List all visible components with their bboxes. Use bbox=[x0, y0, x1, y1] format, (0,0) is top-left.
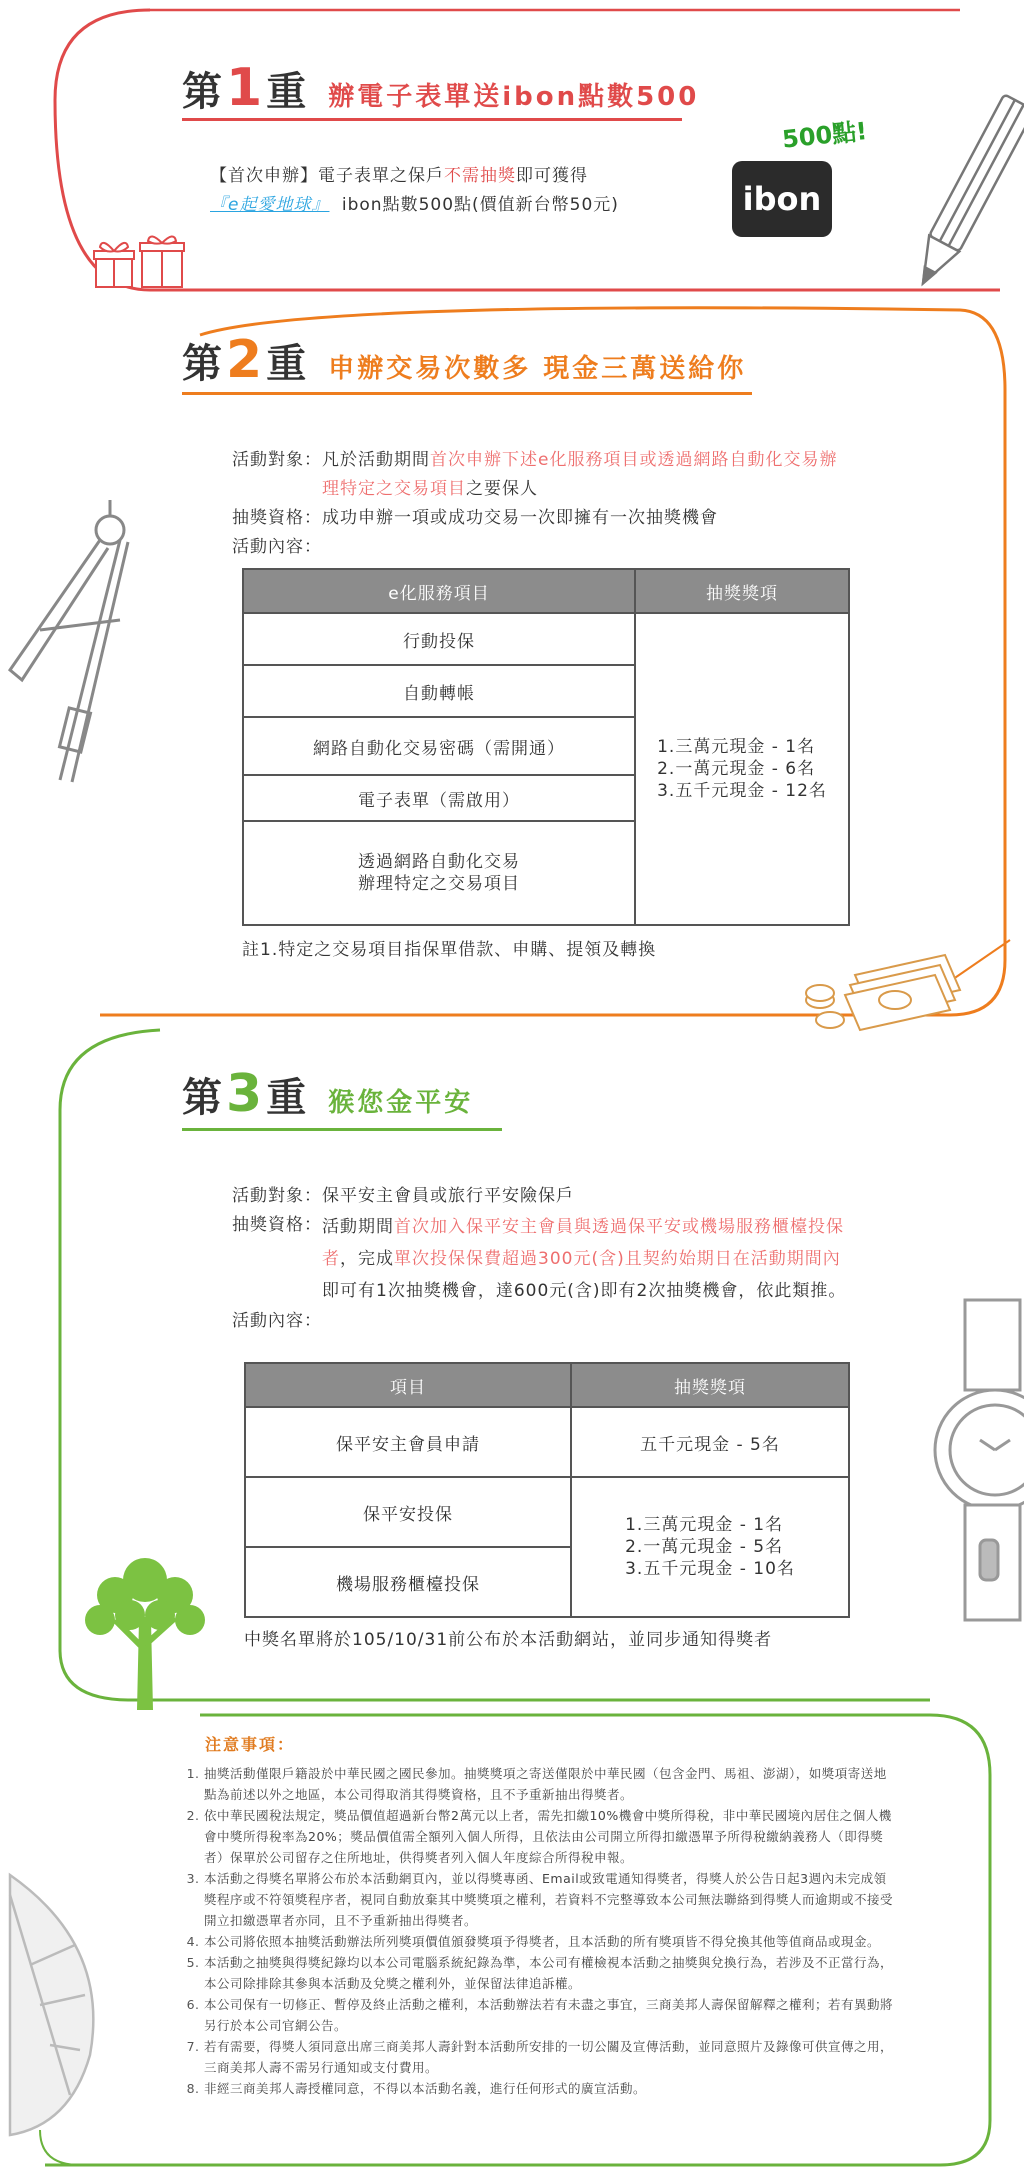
section1-heading bbox=[182, 58, 699, 118]
section2-target-text bbox=[322, 446, 852, 504]
list-item: 4. 本公司將依照本抽獎活動辦法所列獎項價值頒發獎項予得獎者，且本活動的所有獎項皆不得兌換其他等值商品或現金。 bbox=[204, 1931, 894, 1952]
section3-row1-prize: 五千元現金 - 5名 bbox=[571, 1407, 849, 1477]
section2-subtitle: 申辦交易次數多 現金三萬送給你 bbox=[328, 354, 747, 384]
section3-qual-a: 活動期間 bbox=[322, 1217, 394, 1237]
section2-table bbox=[242, 568, 850, 926]
ibon-points: 500點! bbox=[780, 117, 869, 154]
notes-list bbox=[182, 1763, 894, 2099]
section1-line2 bbox=[210, 191, 690, 220]
section3-number: 3 bbox=[226, 1064, 263, 1124]
section3-table bbox=[244, 1362, 850, 1618]
section2-underline bbox=[182, 392, 752, 395]
list-item: 3. 本活動之得獎名單將公布於本活動網頁內，並以得獎專函、Email或致電通知得獎者，得獎人於公告日起3週內未完成領獎程序或不符領獎程序者，視同自動放棄其中獎獎項之權利，若資料不完整導致本公司無法聯絡到得獎人而逾期或不接受開立扣繳憑單者亦同，且不予重新抽出得獎者。 bbox=[204, 1868, 894, 1931]
table-row: 電子表單（需啟用） bbox=[243, 775, 635, 821]
section2-heading bbox=[182, 330, 746, 390]
section1-body bbox=[210, 162, 690, 220]
ibon-logo bbox=[732, 161, 832, 237]
section1-suffix: 重 bbox=[266, 69, 307, 115]
list-item: 1. 抽獎活動僅限戶籍設於中華民國之國民參加。抽獎獎項之寄送僅限於中華民國（包含金門、馬祖、澎湖），如獎項寄送地點為前述以外之地區，本公司得取消其得獎資格，且不予重新抽出得獎者。 bbox=[204, 1763, 894, 1805]
compass-icon bbox=[0, 470, 170, 790]
table-row: 保平安投保 bbox=[245, 1477, 571, 1547]
section2-prize-2: 2.一萬元現金 - 6名 bbox=[657, 759, 816, 779]
section2-prefix: 第 bbox=[182, 341, 222, 387]
section3-prize-3: 3.五千元現金 - 10名 bbox=[625, 1559, 795, 1579]
list-item: 6. 本公司保有一切修正、暫停及終止活動之權利，本活動辦法若有未盡之事宜，三商美邦人壽保留解釋之權利；若有異動將另行於本公司官網公告。 bbox=[204, 1994, 894, 2036]
section2-col-prizes: 抽獎獎項 bbox=[635, 569, 849, 613]
section3-target-text: 保平安主會員或旅行平安險保戶 bbox=[322, 1186, 574, 1206]
section3-target-label: 活動對象： bbox=[232, 1186, 322, 1206]
section2-content-label: 活動內容： bbox=[232, 537, 322, 557]
section1-prefix: 第 bbox=[182, 69, 222, 115]
list-item: 8. 非經三商美邦人壽授權同意，不得以本活動名義，進行任何形式的廣宣活動。 bbox=[204, 2078, 894, 2099]
section3-content-label: 活動內容： bbox=[232, 1311, 322, 1331]
section1-line1 bbox=[210, 162, 690, 191]
section1-subtitle: 辦電子表單送ibon點數500 bbox=[328, 82, 700, 112]
section3-qual-e: 即可有1次抽獎機會，達600元(含)即有2次抽獎機會，依此類推。 bbox=[322, 1281, 847, 1301]
section3-prize-1: 1.三萬元現金 - 1名 bbox=[625, 1515, 784, 1535]
ibon-logo-text: ibon bbox=[742, 180, 822, 218]
section3-col-prizes: 抽獎獎項 bbox=[571, 1363, 849, 1407]
section3-qual-highlight2: 單次投保保費超過300元(含)且契約始期日在活動期間內 bbox=[394, 1249, 841, 1269]
section3-qual-label: 抽獎資格： bbox=[232, 1215, 322, 1235]
table-row: 網路自動化交易密碼（需開通） bbox=[243, 717, 635, 775]
section2-target-c: 之要保人 bbox=[466, 479, 538, 499]
money-icon bbox=[795, 945, 965, 1035]
section3-qual-highlight1: 首次加入保平安主會員與透過保平安或機場服務櫃檯投保者 bbox=[322, 1217, 844, 1269]
leaf-icon bbox=[0, 1855, 110, 2155]
section3-heading bbox=[182, 1064, 473, 1124]
table-row: 機場服務櫃檯投保 bbox=[245, 1547, 571, 1617]
watch-icon bbox=[925, 1290, 1024, 1650]
tree-icon bbox=[75, 1550, 215, 1710]
section2-footnote: 註1.特定之交易項目指保單借款、申購、提領及轉換 bbox=[242, 940, 657, 960]
section2-target bbox=[232, 446, 852, 562]
section1-line2-text: ibon點數500點(價值新台幣50元) bbox=[341, 195, 619, 215]
section2-suffix: 重 bbox=[266, 341, 307, 387]
list-item: 7. 若有需要，得獎人須同意出席三商美邦人壽針對本活動所安排的一切公關及宣傳活動，並同意照片及錄像可供宣傳之用，三商美邦人壽不需另行通知或支付費用。 bbox=[204, 2036, 894, 2078]
section1-line1-end: 即可獲得 bbox=[516, 166, 588, 186]
pencil-icon bbox=[915, 80, 1024, 310]
section3-qual-c: ，完成 bbox=[340, 1249, 394, 1269]
list-item: 5. 本活動之抽獎與得獎紀錄均以本公司電腦系統紀錄為準，本公司有權檢視本活動之抽獎與兌換行為，若涉及不正當行為，本公司除排除其參與本活動及兌獎之權利外，並保留法律追訴權。 bbox=[204, 1952, 894, 1994]
section2-prize-3: 3.五千元現金 - 12名 bbox=[657, 781, 827, 801]
section3-prize-cell bbox=[571, 1477, 849, 1617]
section1-line1-text: 【首次申辦】電子表單之保戶 bbox=[210, 166, 444, 186]
section2-target-highlight: 首次申辦下述e化服務項目或透過網路自動化交易辦理特定之交易項目 bbox=[322, 450, 838, 499]
section2-prize-1: 1.三萬元現金 - 1名 bbox=[657, 737, 816, 757]
section3-col-items: 項目 bbox=[245, 1363, 571, 1407]
section3-prefix: 第 bbox=[182, 1075, 222, 1121]
section3-footnote: 中獎名單將於105/10/31前公布於本活動網站，並同步通知得獎者 bbox=[244, 1630, 773, 1650]
section2-col-items: e化服務項目 bbox=[243, 569, 635, 613]
ibon-badge bbox=[732, 118, 867, 237]
e-earth-link[interactable]: 『e起愛地球』 bbox=[210, 195, 330, 215]
section3-underline bbox=[182, 1128, 502, 1131]
list-item: 2. 依中華民國稅法規定，獎品價值超過新台幣2萬元以上者，需先扣繳10%機會中獎所得稅，非中華民國境內居住之個人機會中獎所得稅率為20%；獎品價值需全額列入個人所得，且依法由公司開立所得扣繳憑單予所得稅繳納義務人（即得獎者）保單於公司留存之住所地址，供得獎者列入個人年度綜合所得稅申報。 bbox=[204, 1805, 894, 1868]
section3-prize-2: 2.一萬元現金 - 5名 bbox=[625, 1537, 784, 1557]
section1-number: 1 bbox=[226, 58, 263, 118]
section1-highlight: 不需抽獎 bbox=[444, 166, 516, 186]
section2-qual-text: 成功申辦一項或成功交易一次即擁有一次抽獎機會 bbox=[322, 508, 718, 528]
notes-title: 注意事項： bbox=[205, 1735, 296, 1754]
table-row: 保平安主會員申請 bbox=[245, 1407, 571, 1477]
section1-underline bbox=[182, 118, 682, 121]
table-row: 自動轉帳 bbox=[243, 665, 635, 717]
section3-suffix: 重 bbox=[266, 1075, 307, 1121]
section2-target-a: 凡於活動期間 bbox=[322, 450, 430, 470]
section2-target-label: 活動對象： bbox=[232, 450, 322, 470]
section3-subtitle: 猴您金平安 bbox=[328, 1088, 474, 1118]
section2-prize-cell bbox=[635, 613, 849, 925]
section3-qual-text bbox=[322, 1211, 852, 1307]
table-row: 行動投保 bbox=[243, 613, 635, 665]
section2-number: 2 bbox=[226, 330, 263, 390]
section3-body bbox=[232, 1182, 852, 1336]
table-row: 透過網路自動化交易 辦理特定之交易項目 bbox=[243, 821, 635, 925]
section2-qual-label: 抽獎資格： bbox=[232, 508, 322, 528]
gift-icon bbox=[92, 235, 192, 295]
